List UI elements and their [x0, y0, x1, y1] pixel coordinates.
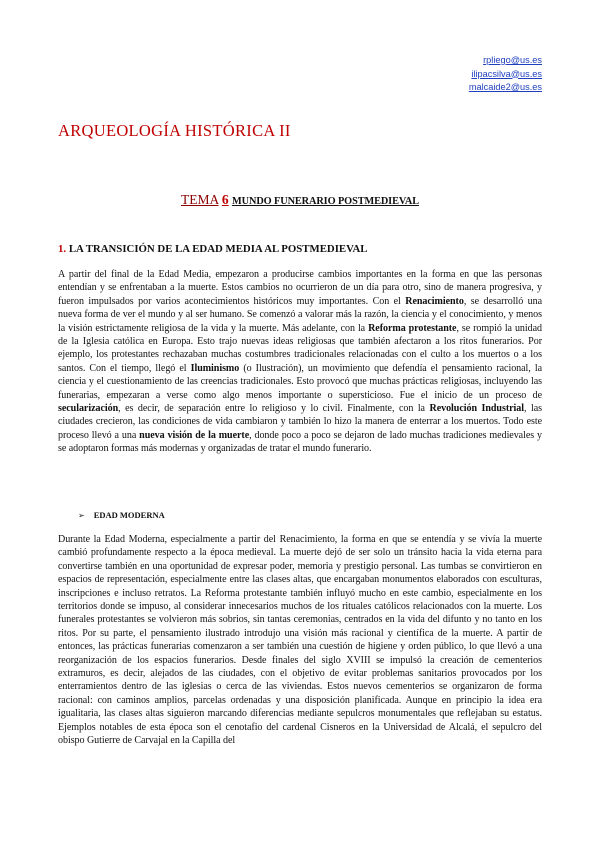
- arrow-icon: ➢: [78, 511, 85, 520]
- term-nueva-vision: nueva visión de la muerte: [139, 429, 250, 441]
- subsection-label: EDAD MODERNA: [93, 510, 165, 520]
- term-revolucion: Revolución Industrial: [429, 403, 524, 415]
- contact-emails: [469, 54, 542, 95]
- subsection-bullet: [78, 510, 165, 520]
- tema-word: TEMA: [181, 192, 219, 207]
- text-run: , es decir, de separación entre lo religioso y lo civil. Finalmente, con la: [118, 403, 430, 415]
- text-run: , se rompió la unidad de la Iglesia católica en Europa. Esto trajo nuevas ideas religiosas que también afectaron a los ritos funerarios. Por ejemplo, los protestantes rechazaban muchas costumbres tradicionales relacionadas con el culto a los muertos o a los santos. Con el tiempo, llegó el: [58, 322, 542, 374]
- edad-moderna-paragraph: Durante la Edad Moderna, especialmente a partir del Renacimiento, la forma en que se entendía y se vivía la muerte cambió profundamente respecto a la época medieval. La muerte dejó de ser solo un tránsito hacia la vida eterna para convertirse también en una oportunidad de expresar poder, memoria y prestigio personal. Las tumbas se convirtieron en espacios de representación, especialmente entre las clases altas, que encargaban monumentos elaborados con esculturas, inscripciones e incluso retratos. La Reforma protestante también influyó mucho en este cambio, especialmente en los territorios donde se impuso, al considerar innecesarios muchos de los rituales católicos relacionados con la muerte. Los funerales protestantes se volvieron más sobrios, sin tantas ceremonias, centrados en la vida del difunto y no tanto en los ritos. Por su parte, el pensamiento ilustrado introdujo una visión más racional y científica de la muerte. A partir de entonces, las prácticas funerarias comenzaron a ser también una cuestión de higiene y orden público, lo que llevó a una reorganización de los espacios funerarios. Desde finales del siglo XVIII se impulsó la creación de cementerios extramuros, es decir, alejados de las ciudades, con el objetivo de evitar problemas sanitarios provocados por los enterramientos dentro de las iglesias o cerca de las viviendas. Estos nuevos cementerios se organizaron de forma racional: con caminos amplios, parcelas ordenadas y una disposición planificada. Aunque en principio la idea era igualitaria, las clases altas siguieron marcando diferencias mediante sepulcros monumentales que reflejaban su estatus. Ejemplos notables de esta época son el cenotafio del cardenal Cisneros en la Universidad de Alcalá, el sepulcro del obispo Gutierre de Carvajal en la Capilla del: [58, 534, 542, 747]
- section-number: 1.: [58, 243, 67, 255]
- term-renacimiento: Renacimiento: [405, 295, 464, 307]
- text-run: , donde poco a poco se dejaron de lado muchas tradiciones medievales y se adoptaron formas más modernas y organizadas de tratar el mundo funerario.: [58, 429, 542, 455]
- text-run: A partir del final de la Edad Media, empezaron a producirse cambios importantes en la forma en que las personas entendían y se enfrentaban a la muerte. Estos cambios no ocurrieron de un día para otro, sino de manera progresiva, y fueron impulsados por varios acontecimientos históricos muy importantes. Con el: [58, 269, 542, 307]
- term-secularizacion: secularización: [58, 403, 119, 415]
- intro-paragraph: [58, 268, 542, 456]
- text-run: , las ciudades crecieron, las condiciones de vida cambiaron y también lo hizo la manera de enterrar a los muertos. Todo este proceso llevó a una: [58, 403, 542, 441]
- email-link-3[interactable]: malcaide2@us.es: [468, 82, 542, 92]
- email-link-1[interactable]: rpliego@us.es: [483, 55, 542, 65]
- tema-number: 6: [221, 192, 229, 207]
- email-link-2[interactable]: ilipacsilva@us.es: [471, 68, 542, 79]
- section-heading: [58, 243, 368, 255]
- tema-heading: [0, 192, 600, 208]
- term-reforma: Reforma protestante: [368, 322, 457, 334]
- tema-title: MUNDO FUNERARIO POSTMEDIEVAL: [232, 196, 419, 207]
- text-run: (o Ilustración), un movimiento que defendía el pensamiento racional, la ciencia y el cuestionamiento de las creencias tradicionales. Esto provocó que muchas prácticas religiosas, incluyendo las funerarias, empezaran a verse como algo menos importante o supersticioso. Fue el inicio de un proceso de: [58, 362, 542, 401]
- course-title: ARQUEOLOGÍA HISTÓRICA II: [58, 121, 291, 140]
- text-run: , se desarrolló una nueva forma de ver el mundo y al ser humano. Se comenzó a valorar más la razón, la ciencia y el conocimiento, y menos la visión estrictamente religiosa de la vida y la muerte. Más adelante, con la: [58, 295, 542, 334]
- term-iluminismo: Iluminismo: [190, 362, 240, 374]
- section-title: LA TRANSICIÓN DE LA EDAD MEDIA AL POSTMEDIEVAL: [68, 243, 368, 255]
